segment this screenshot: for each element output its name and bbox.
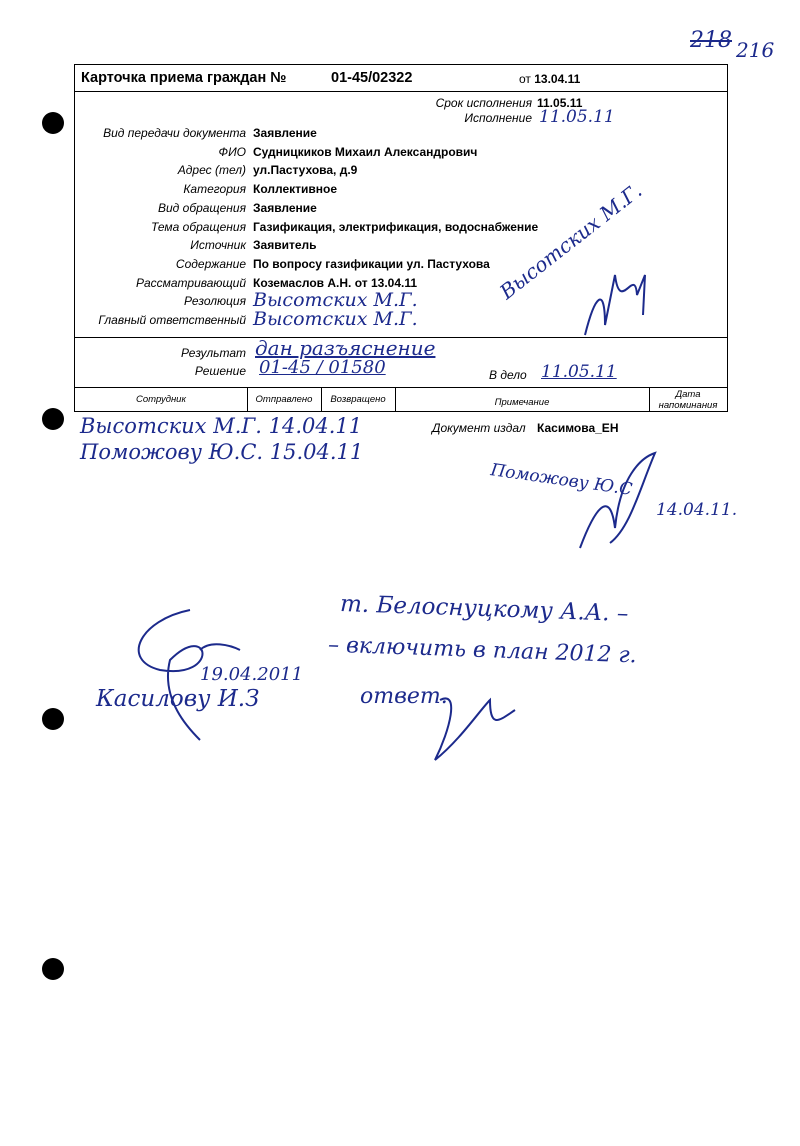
field-value: Газификация, электрификация, водоснабжение [253, 219, 539, 234]
signature-mark [575, 255, 665, 345]
field-value: Высотских М.Г. [253, 289, 418, 312]
execution-label: Исполнение [464, 111, 532, 125]
field-value: Коллективное [253, 182, 338, 197]
decision-value: 01-45 / 01580 [259, 357, 386, 378]
margin-signature: Высотских М.Г. [495, 178, 647, 304]
note-assign-date: 14.04.11. [656, 500, 738, 520]
note-resolution-1: Высотских М.Г. 14.04.11 [80, 414, 363, 438]
archive-number: 216 [736, 38, 775, 62]
field-label: ФИО [218, 144, 246, 159]
punch-hole [42, 708, 64, 730]
punch-hole [42, 408, 64, 430]
card-title: Карточка приема граждан № [81, 70, 287, 86]
field-label: Рассматривающий [135, 275, 246, 290]
field-value: Высотских М.Г. [253, 308, 418, 330]
issuer-label: Документ издал [432, 421, 526, 435]
card-date [519, 72, 580, 86]
reception-card [74, 64, 728, 412]
punch-hole [42, 958, 64, 980]
note-instruction-1: т. Белоснуцкому А.А. – [339, 590, 629, 628]
field-label: Адрес (тел) [177, 163, 246, 178]
field-label: Тема обращения [150, 219, 246, 234]
note-date: 19.04.2011 [200, 664, 304, 685]
deadline-label: Срок исполнения [435, 96, 532, 110]
field-label: Вид передачи документа [103, 126, 246, 140]
footer-returned: Возвращено [330, 394, 386, 405]
footer-note: Примечание [494, 397, 550, 408]
punch-hole [42, 112, 64, 134]
field-value: Заявление [253, 126, 317, 140]
field-value: Судницкиков Михаил Александрович [253, 144, 478, 159]
field-value: По вопросу газификации ул. Пастухова [253, 256, 490, 271]
note-instruction-3: ответ. [360, 684, 448, 709]
field-label: Главный ответственный [98, 313, 246, 327]
result-label: Результат [180, 346, 246, 360]
in-case-label: В дело [489, 368, 527, 382]
issuer-value: Касимова_ЕН [537, 421, 619, 435]
in-case-value: 11.05.11 [541, 362, 617, 382]
divider [75, 387, 727, 388]
field-label: Источник [190, 238, 246, 253]
card-date-value: 13.04.11 [534, 72, 581, 86]
note-assign: Поможову Ю.С [489, 460, 634, 500]
note-instruction-2: – включить в план 2012 г. [327, 632, 638, 669]
field-value: Коземаслов А.Н. от 13.04.11 [253, 275, 418, 290]
result-value: дан разъяснение [255, 336, 436, 360]
footer-sent: Отправлено [255, 394, 313, 405]
divider [75, 91, 727, 92]
field-value: Заявление [253, 200, 317, 215]
field-label: Резолюция [184, 294, 246, 309]
decision-label: Решение [194, 364, 246, 378]
deadline-value: 11.05.11 [537, 96, 583, 110]
footer-employee: Сотрудник [136, 394, 186, 405]
card-date-prefix: от [519, 72, 531, 86]
field-label: Вид обращения [158, 200, 246, 215]
field-label: Содержание [175, 256, 246, 271]
note-forward: Касилову И.З [96, 686, 260, 712]
signature-mark [420, 670, 530, 780]
field-value: Заявитель [253, 238, 317, 253]
note-resolution-2: Поможову Ю.С. 15.04.11 [80, 440, 364, 464]
field-value: ул.Пастухова, д.9 [253, 163, 358, 178]
footer-reminder-date: Дата напоминания [658, 389, 718, 411]
field-label: Категория [183, 182, 246, 197]
archive-number-struck: 218 [690, 28, 732, 53]
execution-value: 11.05.11 [539, 107, 615, 127]
card-number: 01-45/02322 [331, 70, 413, 86]
